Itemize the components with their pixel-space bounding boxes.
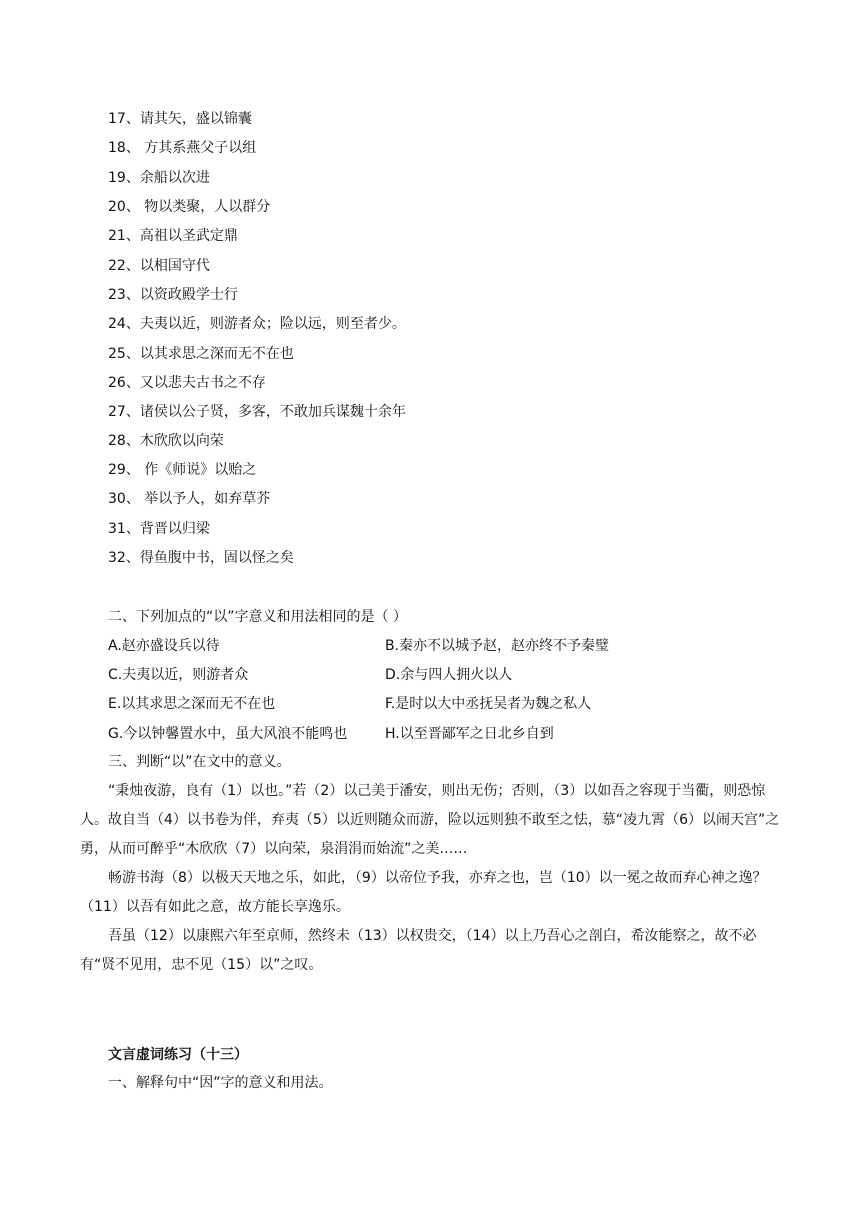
list-item: 29、 作《师说》以贻之 bbox=[108, 462, 257, 478]
list-item: 17、请其矢，盛以锦囊 bbox=[108, 111, 252, 127]
question-heading: 二、下列加点的“以”字意义和用法相同的是（ ） bbox=[108, 609, 407, 625]
paragraph: “秉烛夜游，良有（1）以也。”若（2）以己美于潘安，则出无伤；否则，（3）以如吾之容现于当衢，则恐惊人。故自当（4）以书卷为伴，弃夷（5）以近则随众而游，险以远则独不敢至之怯，慕“凌九霄（6）以闹天宫”之勇，从而可醉乎“木欣欣（7）以向荣，泉涓涓而始流”之美…… bbox=[80, 783, 780, 857]
list-item: 27、诸侯以公子贤，多客，不敢加兵谋魏十余年 bbox=[108, 404, 406, 420]
list-item: 25、以其求思之深而无不在也 bbox=[108, 346, 294, 362]
section-heading: 三、判断“以”在文中的意义。 bbox=[108, 754, 291, 770]
list-item: 24、夫夷以近，则游者众；险以远，则至者少。 bbox=[108, 316, 406, 332]
option-e: E.以其求思之深而无不在也 bbox=[108, 696, 276, 712]
paragraph: 吾虽（12）以康熙六年至京师，然终未（13）以权贵交，（14）以上乃吾心之剖白，希汝能察之，故不必有“贤不见用，忠不见（15）以”之叹。 bbox=[80, 928, 757, 973]
list-item: 31、背晋以归梁 bbox=[108, 521, 210, 537]
list-item: 32、得鱼腹中书，固以怪之矣 bbox=[108, 550, 294, 566]
list-item: 18、 方其系燕父子以组 bbox=[108, 140, 257, 156]
section-instruction: 一、解释句中“因”字的意义和用法。 bbox=[108, 1075, 333, 1091]
paragraph: 畅游书海（8）以极天天地之乐，如此，（9）以帝位予我，亦弃之也，岂（10）以一冕之故而弃心神之逸？（11）以吾有如此之意，故方能长享逸乐。 bbox=[80, 870, 767, 915]
option-c: C.夫夷以近，则游者众 bbox=[108, 667, 249, 683]
list-item: 26、又以悲夫古书之不存 bbox=[108, 375, 266, 391]
option-f: F.是时以大中丞抚吴者为魏之私人 bbox=[385, 696, 592, 712]
list-item: 23、以资政殿学士行 bbox=[108, 287, 238, 303]
option-a: A.赵亦盛设兵以待 bbox=[108, 638, 220, 654]
list-item: 21、高祖以圣武定鼎 bbox=[108, 228, 238, 244]
list-item: 19、余船以次进 bbox=[108, 170, 210, 186]
section-title: 文言虚词练习（十三） bbox=[108, 1047, 248, 1063]
option-h: H.以至晋鄙军之日北乡自到 bbox=[385, 726, 554, 742]
option-d: D.余与四人拥火以人 bbox=[385, 667, 513, 683]
list-item: 30、 举以予人，如弃草芥 bbox=[108, 491, 271, 507]
list-item: 28、木欣欣以向荣 bbox=[108, 433, 224, 449]
option-b: B.秦亦不以城予赵，赵亦终不予秦璧 bbox=[385, 638, 610, 654]
option-g: G.今以钟馨置水中，虽大风浪不能鸣也 bbox=[108, 726, 348, 742]
list-item: 20、 物以类聚，人以群分 bbox=[108, 199, 271, 215]
list-item: 22、以相国守代 bbox=[108, 258, 210, 274]
